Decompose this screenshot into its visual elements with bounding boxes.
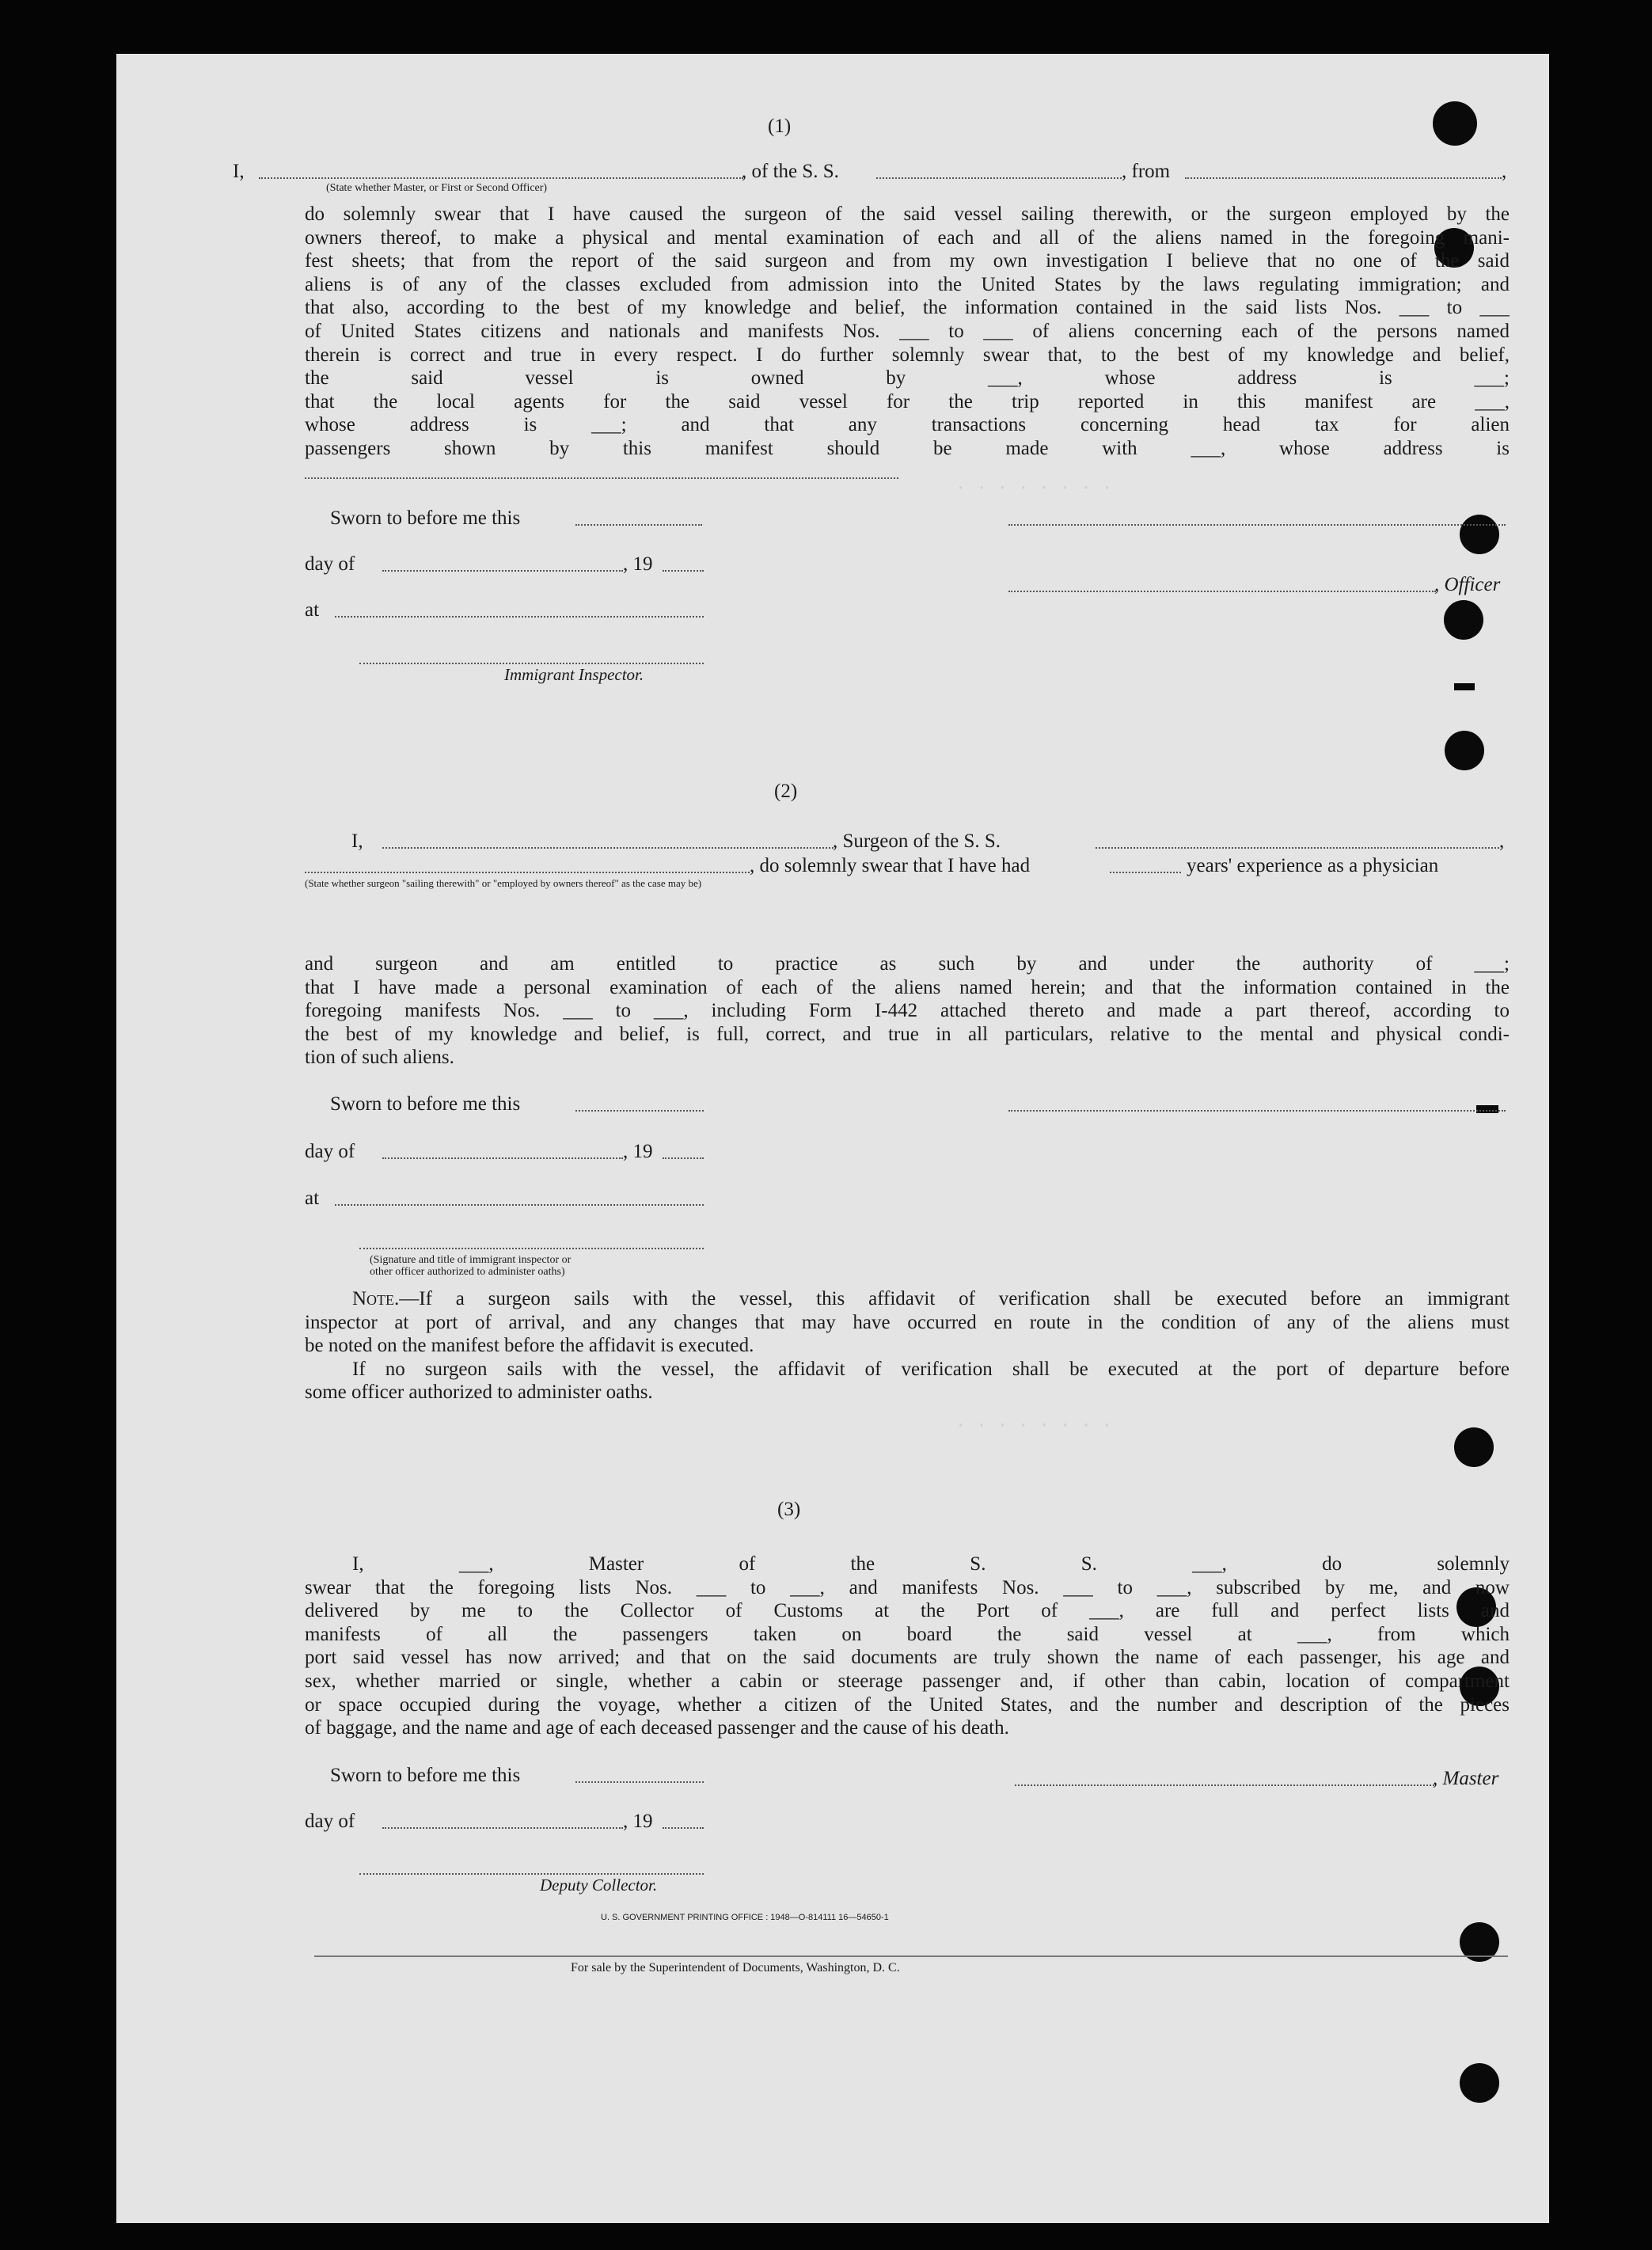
oath-line: port said vessel has now arrived; and that on the said documents are truly shown the name of each passenger, his age and: [305, 1647, 1510, 1669]
sworn-field-1[interactable]: [575, 524, 702, 526]
deputy-collector-caption: Deputy Collector.: [540, 1876, 658, 1895]
surgeon-ship-field[interactable]: [1096, 847, 1499, 849]
note-line: [305, 1287, 1510, 1311]
oath-line: do solemnly swear that I have caused the surgeon of the said vessel sailing therewith, or the surgeon employed by the: [305, 203, 1510, 225]
oath-line: the said vessel is owned by ___, whose address is ___;: [305, 367, 1510, 390]
oath-line: manifests of all the passengers taken on board the said vessel at ___, from which: [305, 1623, 1510, 1645]
section-2-oath: [305, 952, 1510, 1070]
oath-line: swear that the foregoing lists Nos. ___ to ___, and manifests Nos. ___ to ___, subscribed by me, and now: [305, 1576, 1510, 1598]
collector-signature-field[interactable]: [359, 1873, 704, 1875]
signature-note-line-2: other officer authorized to administer oaths): [370, 1266, 565, 1278]
master-label: , Master: [1433, 1768, 1499, 1789]
oath-line: or space occupied during the voyage, whether a citizen of the United States, and the number and description of the pieces: [305, 1693, 1510, 1716]
year-label-1: , 19: [623, 553, 653, 575]
sworn-field-3[interactable]: [575, 1781, 704, 1783]
inspector-signature-field-2[interactable]: [359, 1248, 704, 1249]
day-field-3[interactable]: [382, 1827, 623, 1829]
section-2-number: (2): [774, 781, 798, 802]
master-note: (State whether Master, or First or Second Officer): [326, 182, 548, 194]
years-label: years' experience as a physician: [1187, 855, 1439, 876]
note-line: some officer authorized to administer oaths.: [305, 1382, 653, 1404]
day-field-1[interactable]: [382, 570, 623, 572]
oath-line: fest sheets; that from the report of the said surgeon and from my own investigation I believe that no one of the said: [305, 250, 1510, 272]
footer-rule: [314, 1955, 1508, 1957]
officer-signature-field-top[interactable]: [1008, 524, 1506, 526]
sworn-field-2[interactable]: [575, 1110, 704, 1112]
years-field[interactable]: [1110, 872, 1181, 873]
day-of-label-2: day of: [305, 1141, 355, 1162]
punch-hole: [1433, 101, 1477, 146]
oath-line: and surgeon and am entitled to practice as such by and under the authority of ___;: [305, 953, 1510, 975]
of-ss-label: , of the S. S.: [742, 161, 839, 182]
oath-line: owners thereof, to make a physical and mental examination of each and all of the aliens named in the foregoing mani-: [305, 226, 1510, 249]
officer-signature-field-2[interactable]: [1008, 1110, 1506, 1112]
year-field-2[interactable]: [663, 1157, 704, 1159]
officer-label: , Officer: [1434, 574, 1501, 595]
oath-line: tion of such aliens.: [305, 1047, 454, 1069]
punch-hole: [1460, 2063, 1499, 2103]
from-label: , from: [1122, 161, 1171, 182]
day-of-label-1: day of: [305, 553, 355, 575]
line-comma: ,: [1502, 161, 1507, 182]
note-text: —If a surgeon sails with the vessel, this affidavit of verification shall be executed before an immigrant: [399, 1288, 1510, 1309]
year-label-2: , 19: [623, 1141, 653, 1162]
oath-line: aliens is of any of the classes excluded from admission into the United States by the laws regulating immigration; and: [305, 273, 1510, 295]
oath-line: I, ___, Master of the S. S. ___, do solemnly: [352, 1553, 1510, 1575]
surgeon-type-field[interactable]: [305, 872, 750, 873]
sworn-label-1: Sworn to before me this: [330, 507, 521, 529]
section-1-i: I,: [233, 161, 245, 182]
document-page: [116, 54, 1549, 2223]
ink-mark: [1476, 1105, 1498, 1113]
bleed-through: · · · · · · · ·: [955, 478, 1113, 498]
at-field-2[interactable]: [335, 1204, 704, 1206]
sale-notice: For sale by the Superintendent of Documents, Washington, D. C.: [571, 1961, 900, 1974]
sworn-label-3: Sworn to before me this: [330, 1765, 521, 1786]
immigrant-inspector-caption: Immigrant Inspector.: [504, 665, 644, 684]
at-label-1: at: [305, 599, 320, 621]
oath-line: passengers shown by this manifest should be made with ___, whose address is: [305, 437, 1510, 459]
oath-line: of baggage, and the name and age of each deceased passenger and the cause of his death.: [305, 1717, 1009, 1739]
oath-line: whose address is ___; and that any transactions concerning head tax for alien: [305, 414, 1510, 436]
gpo-imprint: U. S. GOVERNMENT PRINTING OFFICE : 1948—O-814111 16—54650-1: [601, 1913, 889, 1922]
section-2-i: I,: [351, 830, 363, 852]
section-3-oath: [305, 1553, 1510, 1740]
from-field[interactable]: [1185, 177, 1502, 179]
inspector-signature-field[interactable]: [359, 663, 704, 664]
oath-line: foregoing manifests Nos. ___ to ___, including Form I-442 attached thereto and made a part thereof, according to: [305, 1000, 1510, 1022]
note-line: If no surgeon sails with the vessel, the affidavit of verification shall be executed at the port of departure before: [352, 1358, 1510, 1380]
punch-hole: [1454, 1427, 1494, 1467]
address-continuation-field[interactable]: [305, 477, 898, 479]
signature-note-line-1: (Signature and title of immigrant inspector or: [370, 1254, 572, 1266]
officer-signature-field[interactable]: [1008, 591, 1436, 592]
at-label-2: at: [305, 1188, 320, 1209]
section-1-line-1: [233, 160, 245, 184]
year-field-1[interactable]: [663, 570, 704, 572]
master-field[interactable]: [259, 177, 743, 179]
at-field-1[interactable]: [335, 616, 704, 618]
oath-line: that I have made a personal examination of each of the aliens named herein; and that the information contained in the: [305, 976, 1510, 998]
oath-line: of United States citizens and nationals and manifests Nos. ___ to ___ of aliens concerning each of the persons named: [305, 320, 1510, 342]
oath-line: therein is correct and true in every respect. I do further solemnly swear that, to the best of my knowledge and belief,: [305, 344, 1510, 366]
oath-line: that the local agents for the said vessel for the trip reported in this manifest are ___,: [305, 390, 1510, 412]
day-of-label-3: day of: [305, 1811, 355, 1832]
punch-hole: [1460, 515, 1499, 554]
sworn-label-2: Sworn to before me this: [330, 1093, 521, 1115]
note-line: be noted on the manifest before the affidavit is executed.: [305, 1335, 754, 1357]
section-3-number: (3): [777, 1499, 801, 1520]
ink-mark: [1454, 683, 1475, 690]
surgeon-note: (State whether surgeon "sailing therewith" or "employed by owners thereof" as the case may be): [305, 877, 702, 889]
note-line: inspector at port of arrival, and any changes that may have occurred en route in the condition of any of the aliens must: [305, 1311, 1510, 1333]
surgeon-note-block: [305, 1287, 1510, 1404]
note-label: Note.: [352, 1288, 400, 1309]
punch-hole: [1444, 600, 1483, 640]
bleed-through: · · · · · · · ·: [955, 1416, 1113, 1435]
master-signature-field[interactable]: [1015, 1784, 1434, 1786]
year-field-3[interactable]: [663, 1827, 704, 1829]
oath-line: the best of my knowledge and belief, is full, correct, and true in all particulars, relative to the mental and physical condi-: [305, 1023, 1510, 1045]
ship-name-field[interactable]: [876, 177, 1122, 179]
surgeon-name-field[interactable]: [382, 847, 834, 849]
oath-line: sex, whether married or single, whether a cabin or steerage passenger and, if other than cabin, location of compartment: [305, 1670, 1510, 1692]
oath-line: delivered by me to the Collector of Customs at the Port of ___, are full and perfect lists and: [305, 1600, 1510, 1622]
section-1-oath: [305, 203, 1510, 461]
day-field-2[interactable]: [382, 1157, 623, 1159]
punch-hole: [1445, 731, 1484, 770]
surgeon-line-comma: ,: [1499, 830, 1505, 852]
solemnly-swear-label: , do solemnly swear that I have had: [750, 855, 1031, 876]
year-label-3: , 19: [623, 1811, 653, 1832]
oath-line: that also, according to the best of my knowledge and belief, the information contained in the said lists Nos. ___ to ___: [305, 297, 1510, 319]
section-1-number: (1): [768, 116, 792, 137]
surgeon-of-ss-label: , Surgeon of the S. S.: [833, 830, 1001, 852]
